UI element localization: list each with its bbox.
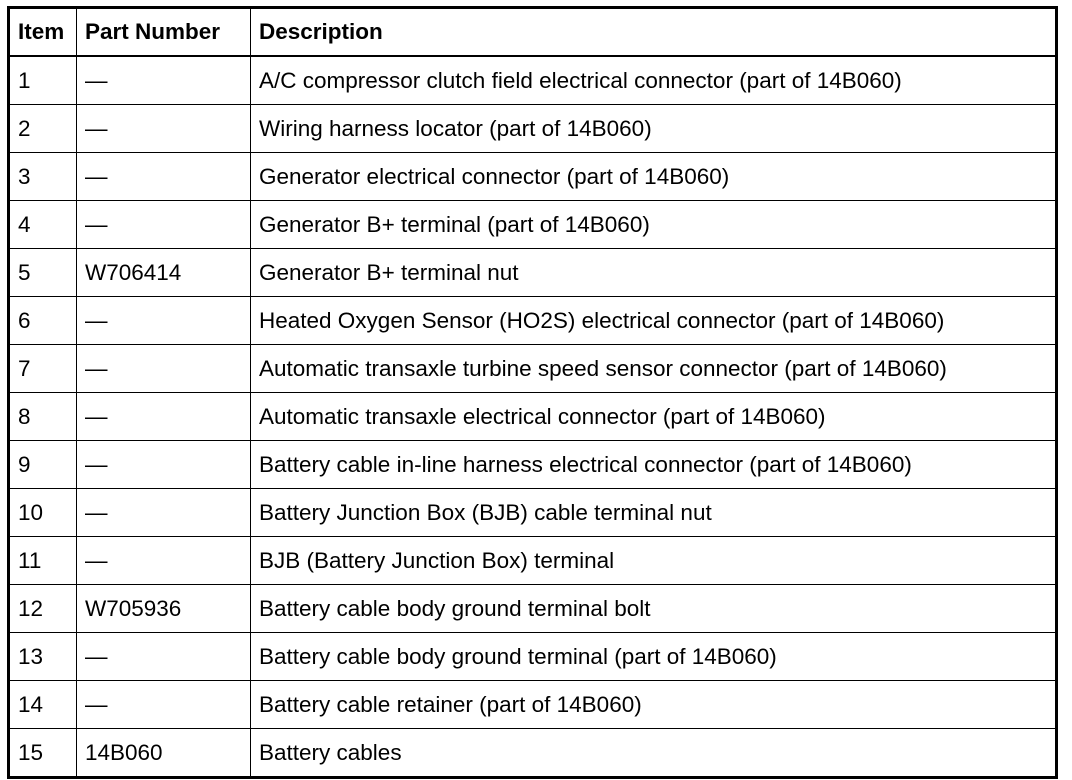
cell-item: 7 bbox=[9, 345, 77, 393]
cell-part-number: — bbox=[77, 105, 251, 153]
cell-item: 3 bbox=[9, 153, 77, 201]
cell-part-number: — bbox=[77, 153, 251, 201]
cell-part-number: — bbox=[77, 393, 251, 441]
cell-item: 4 bbox=[9, 201, 77, 249]
cell-item: 6 bbox=[9, 297, 77, 345]
cell-description: Generator B+ terminal (part of 14B060) bbox=[251, 201, 1057, 249]
table-row bbox=[9, 105, 1057, 153]
cell-description: BJB (Battery Junction Box) terminal bbox=[251, 537, 1057, 585]
cell-description: Heated Oxygen Sensor (HO2S) electrical connector (part of 14B060) bbox=[251, 297, 1057, 345]
header-description: Description bbox=[251, 8, 1057, 57]
cell-part-number: W706414 bbox=[77, 249, 251, 297]
cell-item: 8 bbox=[9, 393, 77, 441]
table-row bbox=[9, 297, 1057, 345]
cell-item: 5 bbox=[9, 249, 77, 297]
cell-part-number: — bbox=[77, 201, 251, 249]
table-row bbox=[9, 681, 1057, 729]
table-row bbox=[9, 249, 1057, 297]
cell-item: 11 bbox=[9, 537, 77, 585]
cell-item: 10 bbox=[9, 489, 77, 537]
cell-description: Battery cable body ground terminal (part of 14B060) bbox=[251, 633, 1057, 681]
cell-description: Automatic transaxle electrical connector (part of 14B060) bbox=[251, 393, 1057, 441]
parts-table bbox=[7, 6, 1058, 779]
table-row bbox=[9, 537, 1057, 585]
cell-description: A/C compressor clutch field electrical connector (part of 14B060) bbox=[251, 56, 1057, 105]
cell-item: 12 bbox=[9, 585, 77, 633]
table-row bbox=[9, 441, 1057, 489]
cell-description: Battery cable in-line harness electrical connector (part of 14B060) bbox=[251, 441, 1057, 489]
cell-part-number: — bbox=[77, 681, 251, 729]
cell-item: 15 bbox=[9, 729, 77, 778]
cell-item: 2 bbox=[9, 105, 77, 153]
table-row bbox=[9, 56, 1057, 105]
cell-item: 14 bbox=[9, 681, 77, 729]
table-row bbox=[9, 729, 1057, 778]
cell-description: Wiring harness locator (part of 14B060) bbox=[251, 105, 1057, 153]
cell-item: 1 bbox=[9, 56, 77, 105]
table-row bbox=[9, 633, 1057, 681]
table-row bbox=[9, 393, 1057, 441]
table-header bbox=[9, 8, 1057, 57]
header-item: Item bbox=[9, 8, 77, 57]
cell-part-number: — bbox=[77, 297, 251, 345]
cell-part-number: — bbox=[77, 489, 251, 537]
table-row bbox=[9, 345, 1057, 393]
table-row bbox=[9, 489, 1057, 537]
cell-part-number: — bbox=[77, 537, 251, 585]
header-row bbox=[9, 8, 1057, 57]
header-part-number: Part Number bbox=[77, 8, 251, 57]
cell-description: Generator B+ terminal nut bbox=[251, 249, 1057, 297]
cell-part-number: — bbox=[77, 56, 251, 105]
table-body bbox=[9, 56, 1057, 778]
cell-description: Battery Junction Box (BJB) cable terminal nut bbox=[251, 489, 1057, 537]
cell-part-number: 14B060 bbox=[77, 729, 251, 778]
cell-part-number: — bbox=[77, 345, 251, 393]
cell-part-number: W705936 bbox=[77, 585, 251, 633]
cell-part-number: — bbox=[77, 441, 251, 489]
table-row bbox=[9, 201, 1057, 249]
table-row bbox=[9, 585, 1057, 633]
cell-item: 13 bbox=[9, 633, 77, 681]
table-row bbox=[9, 153, 1057, 201]
cell-part-number: — bbox=[77, 633, 251, 681]
cell-description: Battery cable retainer (part of 14B060) bbox=[251, 681, 1057, 729]
cell-description: Generator electrical connector (part of 14B060) bbox=[251, 153, 1057, 201]
cell-description: Automatic transaxle turbine speed sensor connector (part of 14B060) bbox=[251, 345, 1057, 393]
cell-item: 9 bbox=[9, 441, 77, 489]
cell-description: Battery cable body ground terminal bolt bbox=[251, 585, 1057, 633]
cell-description: Battery cables bbox=[251, 729, 1057, 778]
